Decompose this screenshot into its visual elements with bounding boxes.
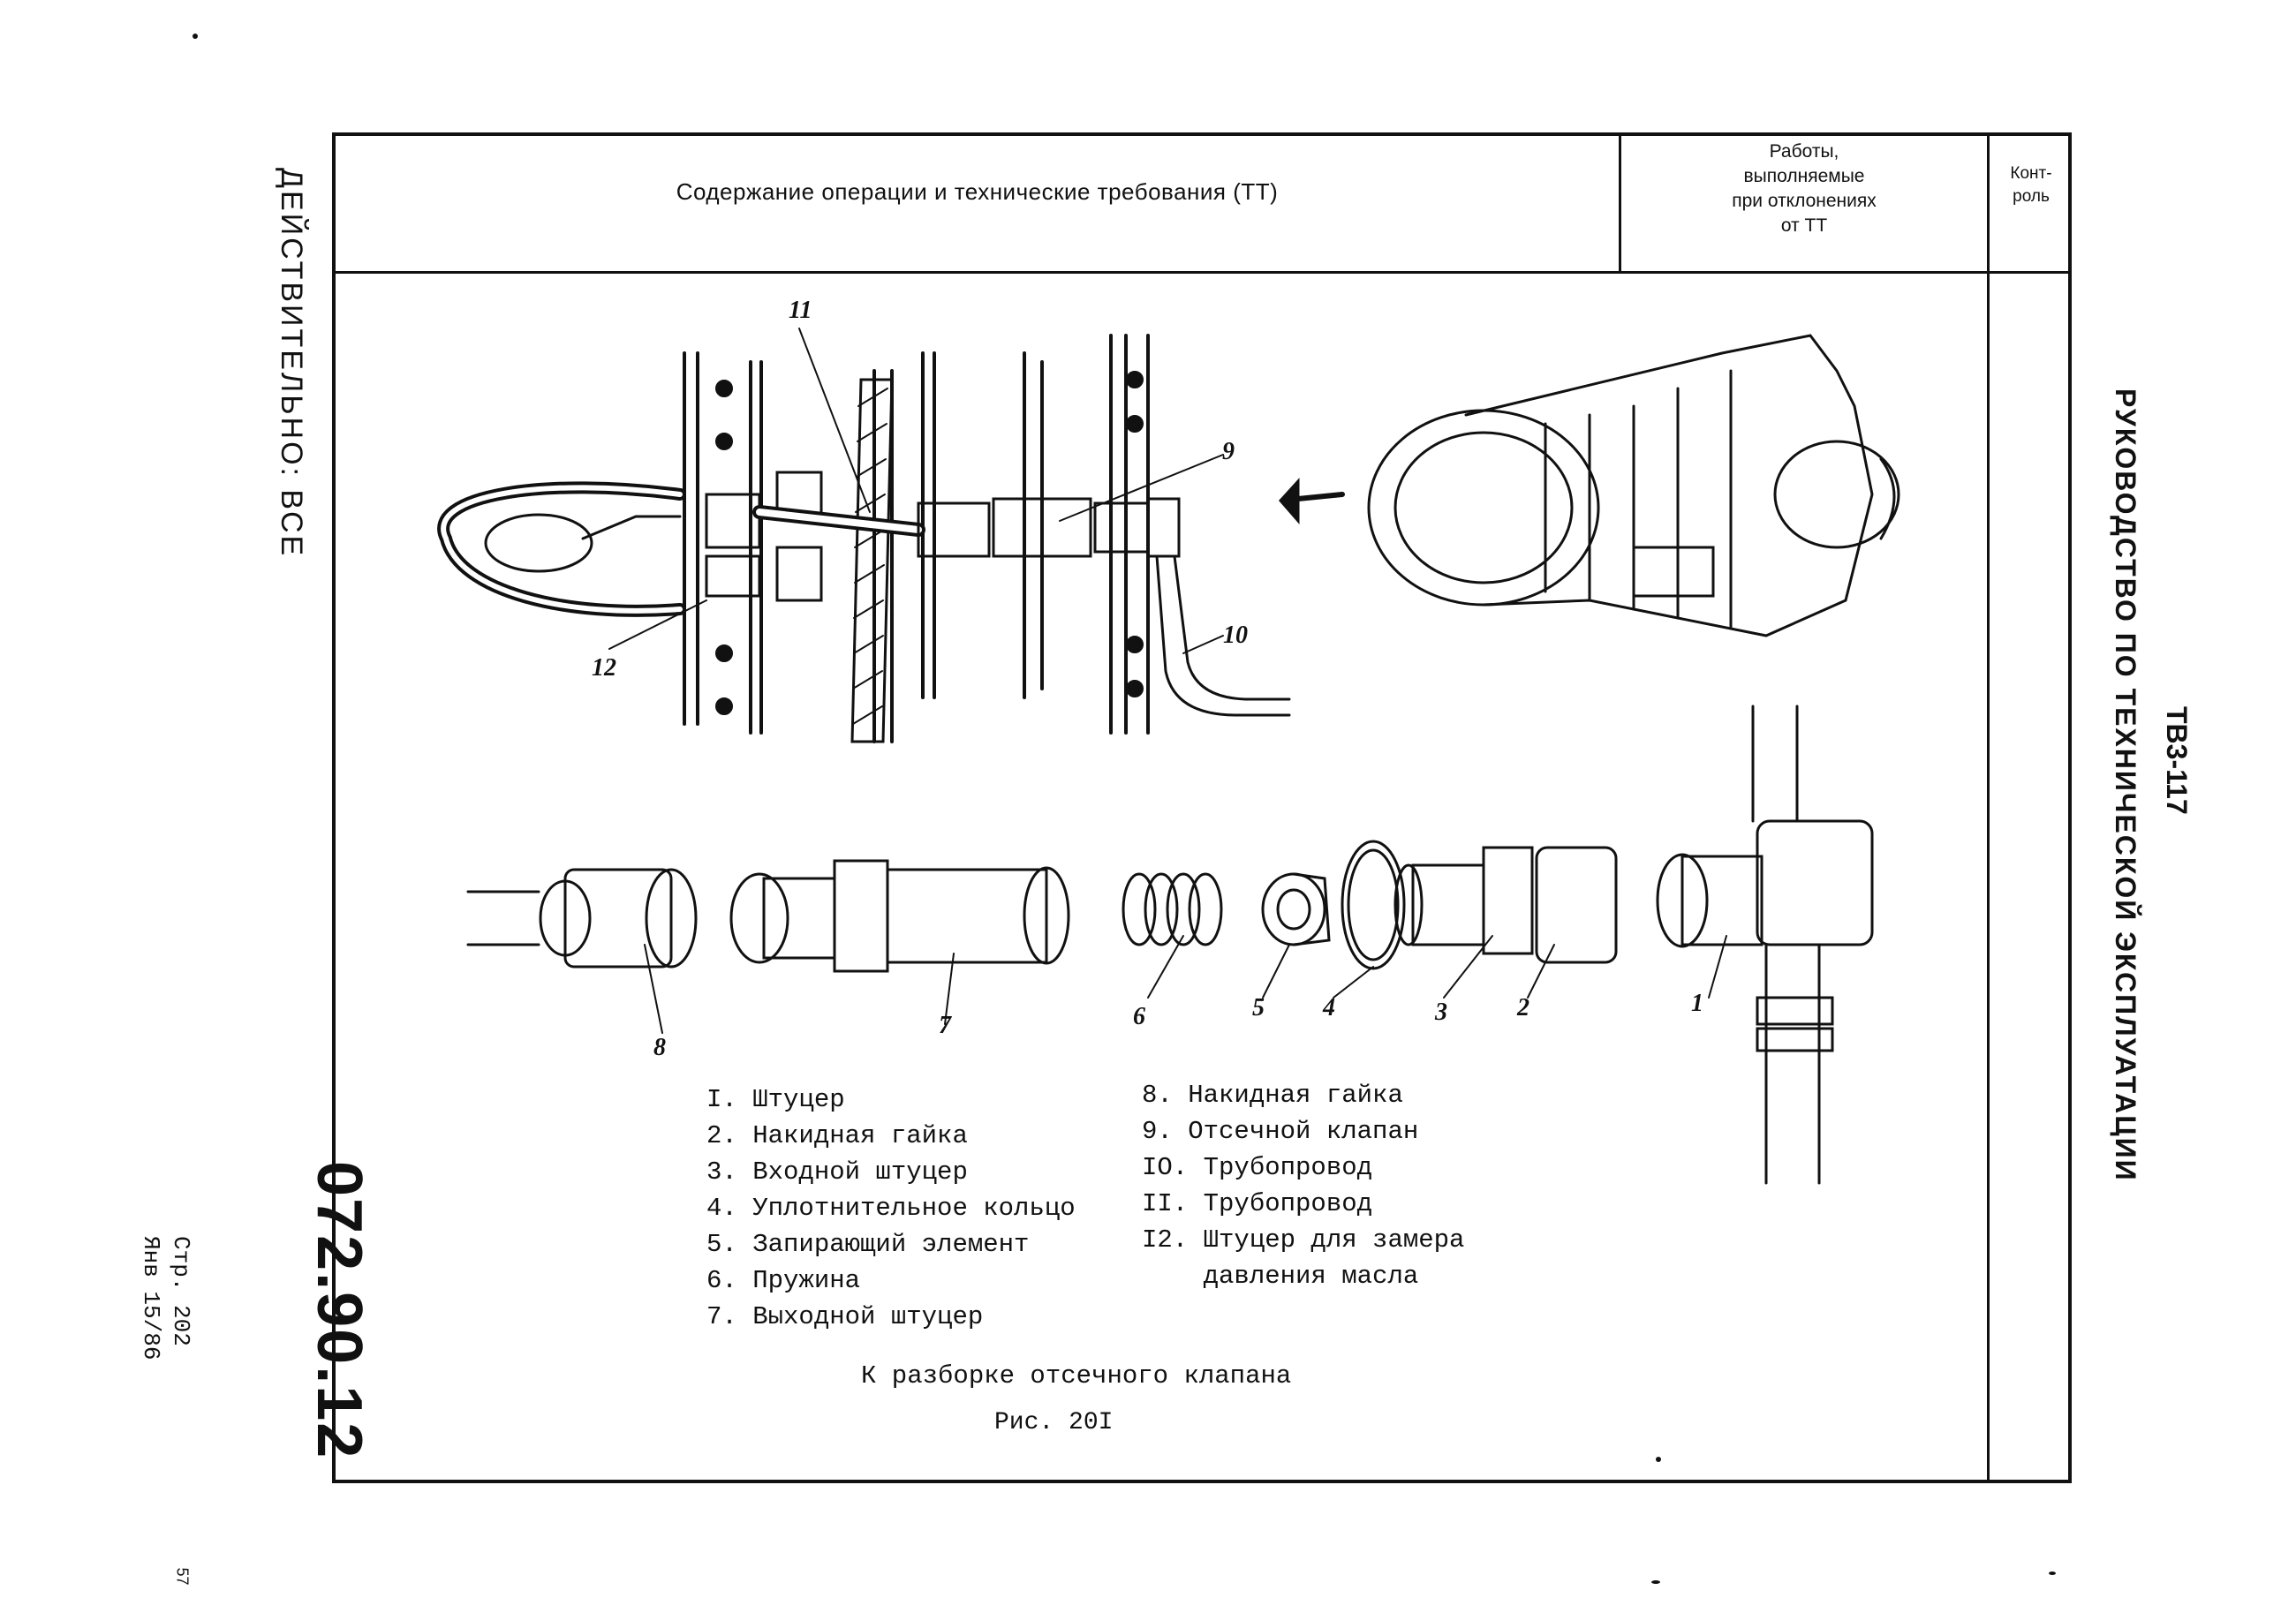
deviation-works-line: Работы, [1769, 141, 1839, 162]
parts-legend-right [1142, 1077, 1464, 1294]
control-header-line: Конт- [2010, 164, 2052, 183]
callout-5: 5 [1252, 994, 1265, 1021]
figure-caption: К разборке отсечного клапана [861, 1361, 1292, 1391]
callout-7: 7 [939, 1012, 951, 1039]
callout-8: 8 [653, 1034, 666, 1061]
legend-item: 9. Отсечной клапан [1142, 1117, 1419, 1146]
revision-date: Янв 15/86 [138, 1236, 164, 1360]
legend-item: 8. Накидная гайка [1142, 1081, 1403, 1110]
legend-item: 6. Пружина [706, 1266, 861, 1295]
deviation-works-line: от ТТ [1780, 215, 1828, 236]
callout-11: 11 [789, 297, 812, 324]
scan-speck [1651, 1580, 1660, 1584]
callout-2: 2 [1517, 994, 1529, 1021]
callout-6: 6 [1133, 1003, 1145, 1030]
legend-item: I. Штуцер [706, 1085, 845, 1114]
page-number: Стр. 202 [168, 1236, 194, 1346]
page-mark: 57 [173, 1567, 192, 1586]
legend-item: 7. Выходной штуцер [706, 1302, 984, 1331]
control-header-line: роль [2013, 187, 2050, 206]
spring [1123, 874, 1221, 945]
validity-label: ДЕЙСТВИТЕЛЬНО: ВСЕ [275, 168, 308, 559]
legend-item: давления масла [1142, 1262, 1419, 1291]
callout-3: 3 [1435, 999, 1447, 1026]
engine-model: ТВ3-117 [2161, 706, 2193, 815]
operation-content-header: Содержание операции и технические требования (ТТ) [676, 178, 1279, 205]
legend-item: II. Трубопровод [1142, 1189, 1373, 1218]
manual-title: РУКОВОДСТВО ПО ТЕХНИЧЕСКОЙ ЭКСПЛУАТАЦИИ [2110, 388, 2141, 1182]
legend-item: I2. Штуцер для замера [1142, 1225, 1465, 1255]
callout-1: 1 [1691, 990, 1703, 1017]
engine-view [1280, 335, 1899, 636]
callout-4: 4 [1323, 994, 1335, 1021]
callout-9: 9 [1222, 438, 1235, 465]
callout-10: 10 [1223, 622, 1248, 649]
scan-speck [2049, 1572, 2056, 1575]
legend-item: 3. Входной штуцер [706, 1157, 968, 1187]
deviation-works-line: при отклонениях [1732, 191, 1877, 211]
deviation-works-line: выполняемые [1743, 166, 1865, 186]
legend-item: 2. Накидная гайка [706, 1121, 968, 1150]
document-code: 072.90.12 [304, 1161, 374, 1460]
legend-item: 5. Запирающий элемент [706, 1230, 1030, 1259]
installation-view [443, 328, 1289, 742]
legend-item: IO. Трубопровод [1142, 1153, 1373, 1182]
figure-number: Рис. 20I [994, 1409, 1114, 1436]
callout-12: 12 [592, 654, 616, 682]
parts-legend-left [706, 1082, 1076, 1335]
scan-speck [1656, 1457, 1661, 1462]
scan-speck [193, 34, 198, 39]
legend-item: 4. Уплотнительное кольцо [706, 1194, 1076, 1223]
